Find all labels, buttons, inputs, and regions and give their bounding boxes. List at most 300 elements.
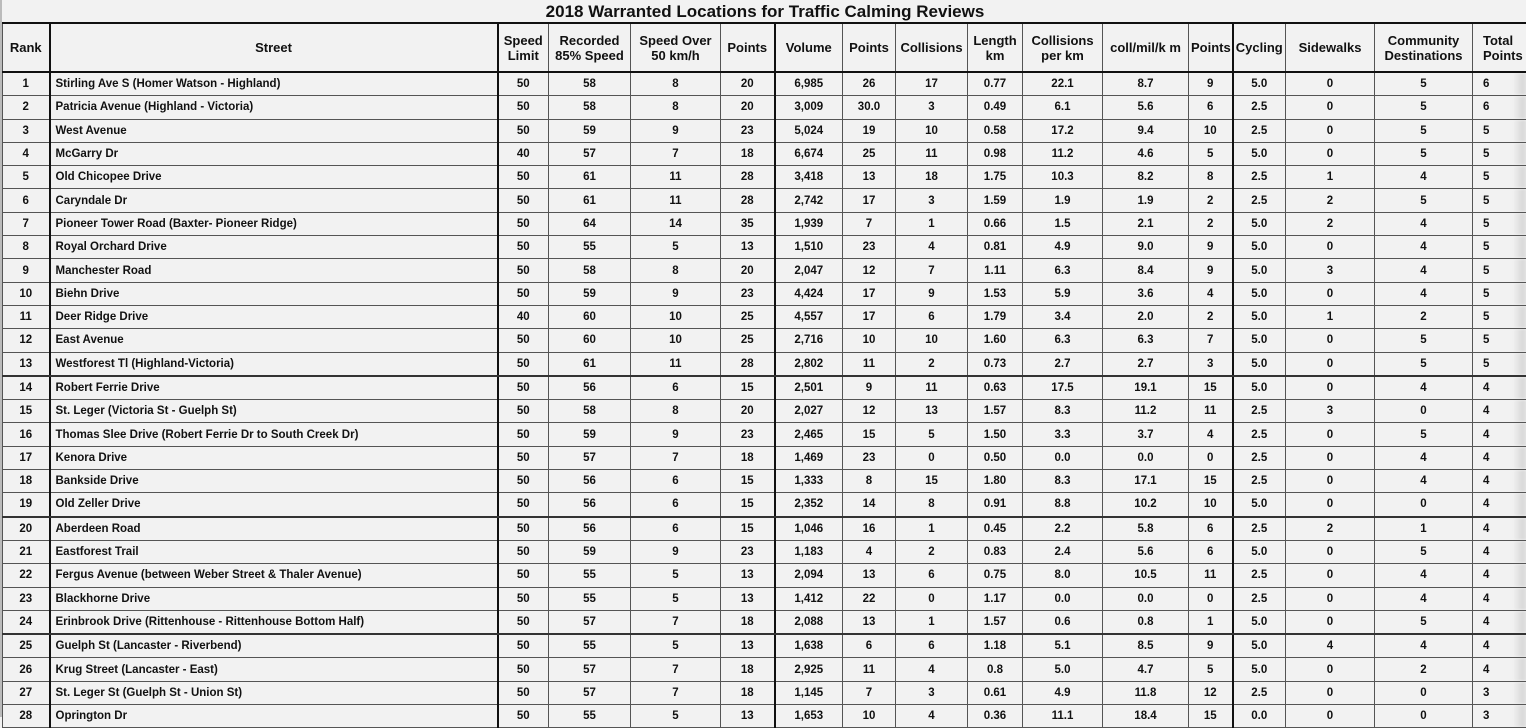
cell-speed-limit: 40 <box>498 305 549 328</box>
cell-coll-mil-km: 0.8 <box>1103 610 1189 634</box>
column-header-speed-points: Points <box>721 23 775 72</box>
cell-coll-mil-km: 8.7 <box>1103 72 1189 96</box>
column-header-rank: Rank <box>3 23 50 72</box>
cell-speed-over: 9 <box>631 119 721 142</box>
cell-collisions: 5 <box>896 423 968 446</box>
cell-speed-over: 14 <box>631 212 721 235</box>
total-points-value: 6 <box>1483 101 1489 113</box>
cell-collisions-per-km: 22.1 <box>1023 72 1103 96</box>
column-header-speed-over: Speed Over 50 km/h <box>631 23 721 72</box>
cell-length-km: 1.79 <box>968 305 1023 328</box>
cell-speed-over: 9 <box>631 540 721 563</box>
cell-speed-over: 5 <box>631 705 721 728</box>
cell-sidewalks: 0 <box>1286 681 1375 704</box>
cell-length-km: 0.73 <box>968 352 1023 376</box>
cell-coll-mil-km: 4.7 <box>1103 658 1189 681</box>
cell-total-points <box>1473 423 1526 446</box>
cell-recorded-85-speed: 59 <box>549 423 631 446</box>
cell-speed-limit: 50 <box>498 681 549 704</box>
cell-cycling: 2.5 <box>1233 564 1286 587</box>
cell-speed-points: 13 <box>721 634 775 658</box>
cell-recorded-85-speed: 55 <box>549 634 631 658</box>
cell-collisions-per-km: 8.3 <box>1023 470 1103 493</box>
blurred-overlay <box>1512 213 1526 235</box>
cell-coll-mil-km: 9.4 <box>1103 119 1189 142</box>
cell-volume: 4,424 <box>775 282 843 305</box>
cell-rank: 18 <box>3 470 50 493</box>
table-row <box>3 658 1526 681</box>
cell-rank: 14 <box>3 376 50 400</box>
total-points-value: 5 <box>1483 311 1489 323</box>
cell-sidewalks: 2 <box>1286 212 1375 235</box>
cell-collisions-per-km: 0.6 <box>1023 610 1103 634</box>
cell-sidewalks: 1 <box>1286 305 1375 328</box>
cell-total-points <box>1473 540 1526 563</box>
cell-rank: 24 <box>3 610 50 634</box>
cell-rank: 8 <box>3 236 50 259</box>
cell-recorded-85-speed: 59 <box>549 119 631 142</box>
cell-cycling: 5.0 <box>1233 610 1286 634</box>
table-row <box>3 236 1526 259</box>
cell-collision-points: 5 <box>1189 658 1233 681</box>
cell-speed-over: 10 <box>631 305 721 328</box>
cell-collisions: 8 <box>896 493 968 517</box>
cell-speed-over: 5 <box>631 634 721 658</box>
cell-length-km: 0.63 <box>968 376 1023 400</box>
cell-speed-over: 6 <box>631 517 721 541</box>
cell-recorded-85-speed: 56 <box>549 470 631 493</box>
cell-coll-mil-km: 5.6 <box>1103 540 1189 563</box>
cell-coll-mil-km: 3.6 <box>1103 282 1189 305</box>
cell-recorded-85-speed: 58 <box>549 259 631 282</box>
cell-rank: 12 <box>3 329 50 352</box>
table-row <box>3 400 1526 423</box>
cell-recorded-85-speed: 55 <box>549 564 631 587</box>
cell-rank: 19 <box>3 493 50 517</box>
cell-volume: 2,501 <box>775 376 843 400</box>
cell-coll-mil-km: 0.0 <box>1103 587 1189 610</box>
cell-speed-over: 11 <box>631 189 721 212</box>
cell-coll-mil-km: 11.2 <box>1103 400 1189 423</box>
table-title: 2018 Warranted Locations for Traffic Calming Reviews <box>2 0 1526 23</box>
cell-street: Manchester Road <box>50 259 498 282</box>
total-points-value: 5 <box>1483 218 1489 230</box>
cell-length-km: 0.83 <box>968 540 1023 563</box>
blurred-overlay <box>1512 682 1526 704</box>
table-row <box>3 282 1526 305</box>
cell-collisions-per-km: 6.1 <box>1023 96 1103 119</box>
cell-rank: 13 <box>3 352 50 376</box>
cell-collision-points: 4 <box>1189 423 1233 446</box>
cell-rank: 21 <box>3 540 50 563</box>
cell-rank: 2 <box>3 96 50 119</box>
cell-community-destinations: 5 <box>1375 352 1473 376</box>
cell-collisions-per-km: 0.0 <box>1023 446 1103 469</box>
table-row <box>3 72 1526 96</box>
cell-volume-points: 23 <box>843 446 896 469</box>
cell-street: Aberdeen Road <box>50 517 498 541</box>
total-points-value: 5 <box>1483 125 1489 137</box>
cell-total-points <box>1473 189 1526 212</box>
table-row <box>3 376 1526 400</box>
table-row <box>3 540 1526 563</box>
cell-length-km: 0.66 <box>968 212 1023 235</box>
table-row <box>3 166 1526 189</box>
blurred-overlay <box>1512 705 1526 727</box>
cell-volume: 2,716 <box>775 329 843 352</box>
cell-speed-points: 20 <box>721 400 775 423</box>
cell-volume-points: 13 <box>843 564 896 587</box>
cell-coll-mil-km: 19.1 <box>1103 376 1189 400</box>
total-points-value: 4 <box>1483 616 1489 628</box>
cell-community-destinations: 4 <box>1375 564 1473 587</box>
table-row <box>3 493 1526 517</box>
table-row <box>3 634 1526 658</box>
column-header-sidewalks: Sidewalks <box>1286 23 1375 72</box>
cell-coll-mil-km: 8.5 <box>1103 634 1189 658</box>
cell-collisions-per-km: 2.4 <box>1023 540 1103 563</box>
cell-speed-points: 13 <box>721 236 775 259</box>
cell-recorded-85-speed: 55 <box>549 705 631 728</box>
cell-speed-limit: 50 <box>498 400 549 423</box>
cell-collisions: 1 <box>896 517 968 541</box>
cell-cycling: 2.5 <box>1233 400 1286 423</box>
cell-speed-points: 15 <box>721 376 775 400</box>
cell-speed-over: 7 <box>631 610 721 634</box>
cell-speed-points: 35 <box>721 212 775 235</box>
cell-collisions-per-km: 8.8 <box>1023 493 1103 517</box>
total-points-value: 4 <box>1483 593 1489 605</box>
cell-community-destinations: 4 <box>1375 212 1473 235</box>
cell-length-km: 0.49 <box>968 96 1023 119</box>
cell-sidewalks: 4 <box>1286 634 1375 658</box>
cell-speed-limit: 50 <box>498 517 549 541</box>
cell-community-destinations: 4 <box>1375 446 1473 469</box>
cell-sidewalks: 0 <box>1286 72 1375 96</box>
cell-rank: 20 <box>3 517 50 541</box>
cell-speed-limit: 50 <box>498 72 549 96</box>
cell-community-destinations: 4 <box>1375 634 1473 658</box>
cell-length-km: 1.50 <box>968 423 1023 446</box>
table-row <box>3 212 1526 235</box>
cell-cycling: 2.5 <box>1233 681 1286 704</box>
table-row <box>3 259 1526 282</box>
cell-speed-over: 11 <box>631 166 721 189</box>
cell-speed-limit: 50 <box>498 166 549 189</box>
cell-sidewalks: 0 <box>1286 587 1375 610</box>
cell-cycling: 2.5 <box>1233 587 1286 610</box>
cell-volume-points: 14 <box>843 493 896 517</box>
blurred-overlay <box>1512 588 1526 610</box>
cell-collisions: 9 <box>896 282 968 305</box>
cell-community-destinations: 5 <box>1375 142 1473 165</box>
cell-length-km: 1.57 <box>968 400 1023 423</box>
column-header-speed-limit: Speed Limit <box>498 23 549 72</box>
cell-speed-limit: 50 <box>498 658 549 681</box>
total-points-value: 4 <box>1483 452 1489 464</box>
cell-speed-over: 6 <box>631 376 721 400</box>
cell-collisions-per-km: 1.5 <box>1023 212 1103 235</box>
column-header-total-points: Total Points <box>1473 23 1526 72</box>
total-points-value: 5 <box>1483 358 1489 370</box>
cell-street: Stirling Ave S (Homer Watson - Highland) <box>50 72 498 96</box>
cell-volume: 2,465 <box>775 423 843 446</box>
cell-community-destinations: 4 <box>1375 282 1473 305</box>
cell-collisions: 6 <box>896 564 968 587</box>
cell-total-points <box>1473 587 1526 610</box>
cell-recorded-85-speed: 55 <box>549 587 631 610</box>
cell-recorded-85-speed: 55 <box>549 236 631 259</box>
table-row <box>3 517 1526 541</box>
cell-coll-mil-km: 3.7 <box>1103 423 1189 446</box>
cell-speed-limit: 50 <box>498 564 549 587</box>
cell-collisions-per-km: 3.4 <box>1023 305 1103 328</box>
cell-speed-points: 20 <box>721 96 775 119</box>
cell-street: Eastforest Trail <box>50 540 498 563</box>
cell-cycling: 5.0 <box>1233 305 1286 328</box>
cell-community-destinations: 4 <box>1375 236 1473 259</box>
blurred-overlay <box>1512 493 1526 515</box>
cell-collision-points: 1 <box>1189 610 1233 634</box>
cell-volume-points: 17 <box>843 305 896 328</box>
table-row <box>3 96 1526 119</box>
blurred-overlay <box>1512 564 1526 586</box>
cell-collisions: 2 <box>896 352 968 376</box>
cell-speed-over: 7 <box>631 681 721 704</box>
table-body <box>3 72 1526 728</box>
cell-cycling: 5.0 <box>1233 72 1286 96</box>
cell-speed-limit: 50 <box>498 236 549 259</box>
column-header-community-destinations: Community Destinations <box>1375 23 1473 72</box>
cell-cycling: 5.0 <box>1233 634 1286 658</box>
cell-sidewalks: 2 <box>1286 189 1375 212</box>
cell-street: Caryndale Dr <box>50 189 498 212</box>
cell-street: Thomas Slee Drive (Robert Ferrie Dr to South Creek Dr) <box>50 423 498 446</box>
cell-recorded-85-speed: 64 <box>549 212 631 235</box>
cell-speed-limit: 40 <box>498 142 549 165</box>
cell-speed-points: 13 <box>721 564 775 587</box>
cell-volume: 1,412 <box>775 587 843 610</box>
cell-collision-points: 2 <box>1189 305 1233 328</box>
cell-cycling: 5.0 <box>1233 236 1286 259</box>
cell-volume: 1,183 <box>775 540 843 563</box>
total-points-value: 4 <box>1483 475 1489 487</box>
cell-volume: 3,418 <box>775 166 843 189</box>
cell-street: Old Chicopee Drive <box>50 166 498 189</box>
cell-collision-points: 2 <box>1189 212 1233 235</box>
cell-speed-over: 6 <box>631 470 721 493</box>
cell-sidewalks: 0 <box>1286 376 1375 400</box>
cell-speed-over: 8 <box>631 96 721 119</box>
cell-collisions: 3 <box>896 189 968 212</box>
cell-recorded-85-speed: 57 <box>549 446 631 469</box>
blurred-overlay <box>1512 423 1526 445</box>
total-points-value: 3 <box>1483 710 1489 722</box>
cell-total-points <box>1473 493 1526 517</box>
table-row <box>3 423 1526 446</box>
cell-collisions-per-km: 1.9 <box>1023 189 1103 212</box>
cell-coll-mil-km: 10.5 <box>1103 564 1189 587</box>
cell-cycling: 2.5 <box>1233 119 1286 142</box>
cell-collisions-per-km: 6.3 <box>1023 259 1103 282</box>
cell-volume: 1,333 <box>775 470 843 493</box>
cell-length-km: 1.59 <box>968 189 1023 212</box>
cell-speed-over: 6 <box>631 493 721 517</box>
cell-volume-points: 4 <box>843 540 896 563</box>
cell-rank: 16 <box>3 423 50 446</box>
cell-street: Guelph St (Lancaster - Riverbend) <box>50 634 498 658</box>
cell-community-destinations: 5 <box>1375 189 1473 212</box>
cell-coll-mil-km: 10.2 <box>1103 493 1189 517</box>
cell-collisions: 13 <box>896 400 968 423</box>
cell-coll-mil-km: 8.4 <box>1103 259 1189 282</box>
cell-length-km: 0.98 <box>968 142 1023 165</box>
cell-coll-mil-km: 5.6 <box>1103 96 1189 119</box>
cell-street: Erinbrook Drive (Rittenhouse - Rittenhouse Bottom Half) <box>50 610 498 634</box>
total-points-value: 5 <box>1483 241 1489 253</box>
cell-length-km: 1.75 <box>968 166 1023 189</box>
cell-coll-mil-km: 2.7 <box>1103 352 1189 376</box>
cell-collision-points: 0 <box>1189 446 1233 469</box>
table-row <box>3 352 1526 376</box>
cell-collisions-per-km: 8.0 <box>1023 564 1103 587</box>
cell-street: Fergus Avenue (between Weber Street & Thaler Avenue) <box>50 564 498 587</box>
cell-sidewalks: 0 <box>1286 236 1375 259</box>
cell-speed-over: 11 <box>631 352 721 376</box>
header-row <box>3 23 1526 72</box>
cell-rank: 6 <box>3 189 50 212</box>
cell-total-points <box>1473 142 1526 165</box>
cell-volume-points: 23 <box>843 236 896 259</box>
cell-recorded-85-speed: 61 <box>549 189 631 212</box>
cell-speed-points: 18 <box>721 446 775 469</box>
cell-community-destinations: 0 <box>1375 705 1473 728</box>
cell-speed-limit: 50 <box>498 540 549 563</box>
total-points-value: 5 <box>1483 195 1489 207</box>
cell-volume-points: 7 <box>843 681 896 704</box>
cell-cycling: 5.0 <box>1233 212 1286 235</box>
blurred-overlay <box>1512 120 1526 142</box>
cell-speed-over: 5 <box>631 236 721 259</box>
cell-street: St. Leger (Victoria St - Guelph St) <box>50 400 498 423</box>
cell-street: Westforest Tl (Highland-Victoria) <box>50 352 498 376</box>
cell-collisions-per-km: 3.3 <box>1023 423 1103 446</box>
cell-collision-points: 12 <box>1189 681 1233 704</box>
table-row <box>3 610 1526 634</box>
cell-street: Biehn Drive <box>50 282 498 305</box>
cell-recorded-85-speed: 56 <box>549 493 631 517</box>
cell-speed-limit: 50 <box>498 634 549 658</box>
table-row <box>3 189 1526 212</box>
cell-collisions-per-km: 4.9 <box>1023 681 1103 704</box>
cell-volume-points: 13 <box>843 166 896 189</box>
total-points-value: 6 <box>1483 78 1489 90</box>
cell-sidewalks: 0 <box>1286 564 1375 587</box>
cell-speed-limit: 50 <box>498 329 549 352</box>
cell-recorded-85-speed: 58 <box>549 72 631 96</box>
cell-collisions: 4 <box>896 236 968 259</box>
total-points-value: 4 <box>1483 546 1489 558</box>
cell-speed-limit: 50 <box>498 212 549 235</box>
cell-total-points <box>1473 259 1526 282</box>
total-points-value: 4 <box>1483 498 1489 510</box>
cell-volume-points: 9 <box>843 376 896 400</box>
table-row <box>3 681 1526 704</box>
cell-community-destinations: 4 <box>1375 166 1473 189</box>
cell-speed-limit: 50 <box>498 282 549 305</box>
cell-collision-points: 8 <box>1189 166 1233 189</box>
cell-total-points <box>1473 352 1526 376</box>
blurred-overlay <box>1512 283 1526 305</box>
cell-cycling: 2.5 <box>1233 446 1286 469</box>
cell-collision-points: 9 <box>1189 634 1233 658</box>
cell-community-destinations: 4 <box>1375 587 1473 610</box>
cell-volume: 1,469 <box>775 446 843 469</box>
cell-collisions: 6 <box>896 634 968 658</box>
total-points-value: 4 <box>1483 523 1489 535</box>
cell-volume-points: 22 <box>843 587 896 610</box>
blurred-overlay <box>1512 73 1526 95</box>
cell-cycling: 5.0 <box>1233 259 1286 282</box>
cell-rank: 17 <box>3 446 50 469</box>
cell-collisions-per-km: 2.2 <box>1023 517 1103 541</box>
cell-collisions: 7 <box>896 259 968 282</box>
cell-coll-mil-km: 4.6 <box>1103 142 1189 165</box>
cell-street: Kenora Drive <box>50 446 498 469</box>
cell-total-points <box>1473 119 1526 142</box>
cell-collisions: 6 <box>896 305 968 328</box>
cell-collision-points: 6 <box>1189 96 1233 119</box>
cell-street: Bankside Drive <box>50 470 498 493</box>
cell-sidewalks: 3 <box>1286 400 1375 423</box>
blurred-overlay <box>1512 518 1526 540</box>
cell-collisions-per-km: 10.3 <box>1023 166 1103 189</box>
cell-collisions: 0 <box>896 446 968 469</box>
cell-total-points <box>1473 658 1526 681</box>
cell-collision-points: 15 <box>1189 705 1233 728</box>
cell-coll-mil-km: 0.0 <box>1103 446 1189 469</box>
cell-rank: 27 <box>3 681 50 704</box>
cell-community-destinations: 5 <box>1375 72 1473 96</box>
cell-community-destinations: 1 <box>1375 517 1473 541</box>
cell-volume: 2,352 <box>775 493 843 517</box>
cell-length-km: 0.61 <box>968 681 1023 704</box>
total-points-value: 5 <box>1483 288 1489 300</box>
cell-volume-points: 7 <box>843 212 896 235</box>
cell-coll-mil-km: 8.2 <box>1103 166 1189 189</box>
cell-volume: 4,557 <box>775 305 843 328</box>
cell-speed-over: 9 <box>631 282 721 305</box>
cell-length-km: 1.80 <box>968 470 1023 493</box>
table-row <box>3 587 1526 610</box>
cell-sidewalks: 0 <box>1286 540 1375 563</box>
cell-cycling: 5.0 <box>1233 540 1286 563</box>
cell-speed-points: 15 <box>721 493 775 517</box>
cell-length-km: 0.91 <box>968 493 1023 517</box>
cell-coll-mil-km: 1.9 <box>1103 189 1189 212</box>
cell-length-km: 0.8 <box>968 658 1023 681</box>
total-points-value: 3 <box>1483 687 1489 699</box>
column-header-street: Street <box>50 23 498 72</box>
blurred-overlay <box>1512 470 1526 492</box>
cell-collisions: 11 <box>896 142 968 165</box>
cell-cycling: 2.5 <box>1233 96 1286 119</box>
cell-volume: 1,939 <box>775 212 843 235</box>
cell-coll-mil-km: 17.1 <box>1103 470 1189 493</box>
cell-speed-limit: 50 <box>498 493 549 517</box>
cell-total-points <box>1473 446 1526 469</box>
cell-collision-points: 0 <box>1189 587 1233 610</box>
